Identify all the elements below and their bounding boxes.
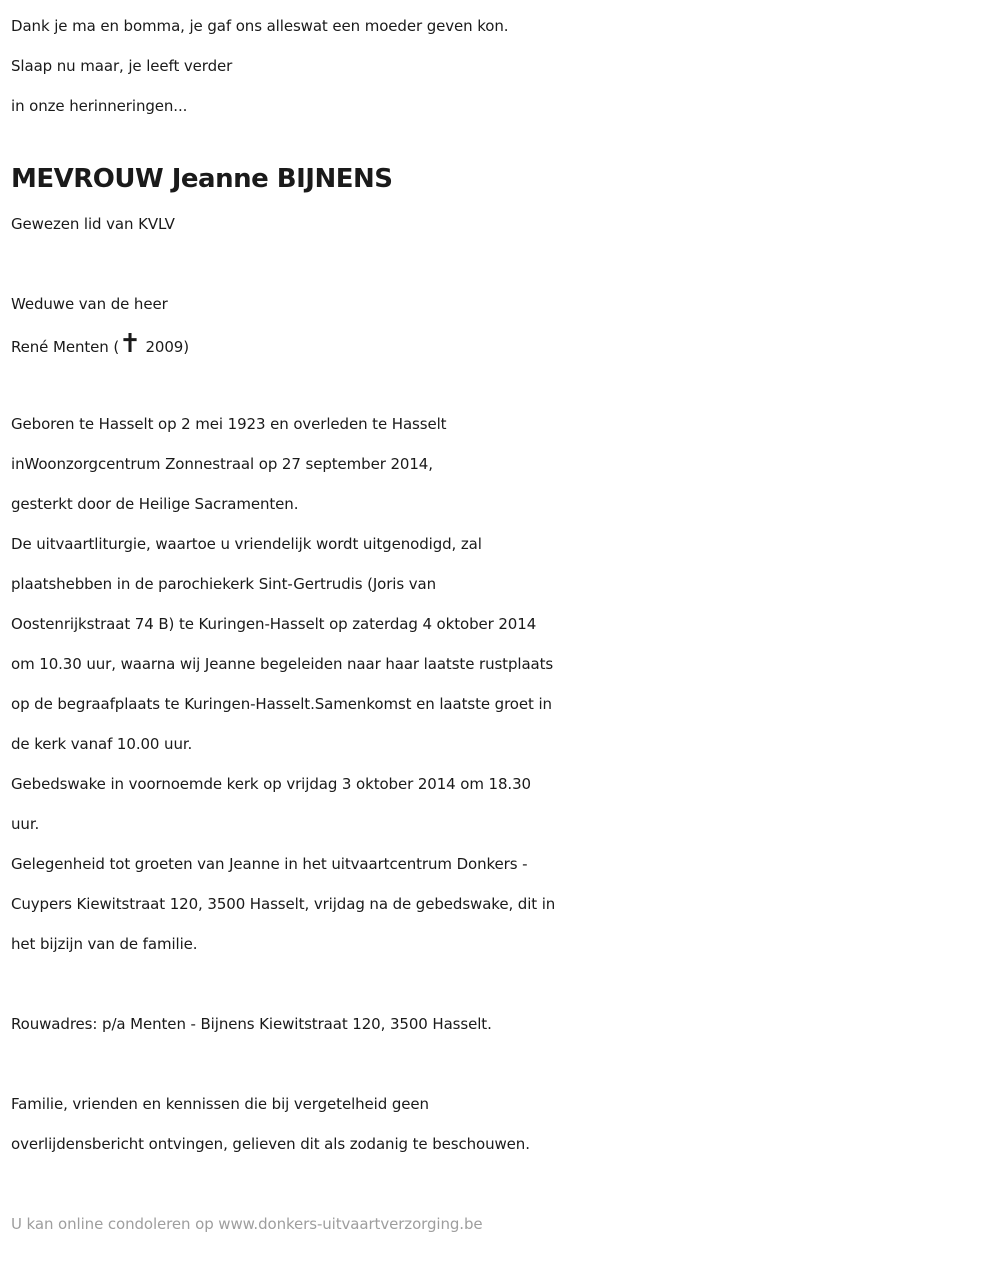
body-line: de kerk vanaf 10.00 uur. [11, 735, 193, 753]
deceased-name: MEVROUW Jeanne BIJNENS [11, 164, 393, 194]
spouse-name [11, 324, 991, 364]
body-line: Oostenrijkstraat 74 B) te Kuringen-Hasselt op zaterdag 4 oktober 2014 [11, 615, 537, 633]
body-line: uur. [11, 815, 40, 833]
body-line: inWoonzorgcentrum Zonnestraal op 27 september 2014, [11, 455, 433, 473]
body-line: plaatshebben in de parochiekerk Sint-Gertrudis (Joris van [11, 575, 437, 593]
body-line: op de begraafplaats te Kuringen-Hasselt.Samenkomst en laatste groet in [11, 695, 552, 713]
verse-line-3: in onze herinneringen... [11, 97, 188, 115]
spouse-death-year: 2009) [140, 338, 189, 356]
spacer [11, 1164, 991, 1204]
body-line: om 10.30 uur, waarna wij Jeanne begeleiden naar haar laatste rustplaats [11, 655, 554, 673]
spouse-intro: Weduwe van de heer [11, 295, 168, 313]
body-line: Gebedswake in voornoemde kerk op vrijdag 3 oktober 2014 om 18.30 [11, 775, 531, 793]
notice-line-1: Familie, vrienden en kennissen die bij vergetelheid geen [11, 1095, 429, 1113]
obituary-notice [11, 6, 991, 1244]
body-line: Gelegenheid tot groeten van Jeanne in het uitvaartcentrum Donkers - [11, 855, 528, 873]
cross-icon: ✝ [119, 329, 141, 359]
notice-line-2: overlijdensbericht ontvingen, gelieven dit als zodanig te beschouwen. [11, 1135, 530, 1153]
verse-line-1: Dank je ma en bomma, je gaf ons alleswat een moeder geven kon. [11, 17, 509, 35]
condolence-footer: U kan online condoleren op www.donkers-uitvaartverzorging.be [11, 1215, 483, 1233]
body-text [11, 404, 991, 964]
verse [11, 6, 991, 126]
verse-line-2: Slaap nu maar, je leeft verder [11, 57, 233, 75]
spacer [11, 1044, 991, 1084]
spouse-name-text: René Menten ( [11, 338, 120, 356]
body-line: Cuypers Kiewitstraat 120, 3500 Hasselt, vrijdag na de gebedswake, dit in [11, 895, 556, 913]
body-line: gesterkt door de Heilige Sacramenten. [11, 495, 299, 513]
mourning-address: Rouwadres: p/a Menten - Bijnens Kiewitstraat 120, 3500 Hasselt. [11, 1015, 492, 1033]
spacer [11, 244, 991, 284]
body-line: het bijzijn van de familie. [11, 935, 198, 953]
membership: Gewezen lid van KVLV [11, 215, 175, 233]
spacer [11, 364, 991, 404]
body-line: De uitvaartliturgie, waartoe u vriendelijk wordt uitgenodigd, zal [11, 535, 482, 553]
body-line: Geboren te Hasselt op 2 mei 1923 en overleden te Hasselt [11, 415, 447, 433]
notice [11, 1084, 991, 1164]
spacer [11, 964, 991, 1004]
